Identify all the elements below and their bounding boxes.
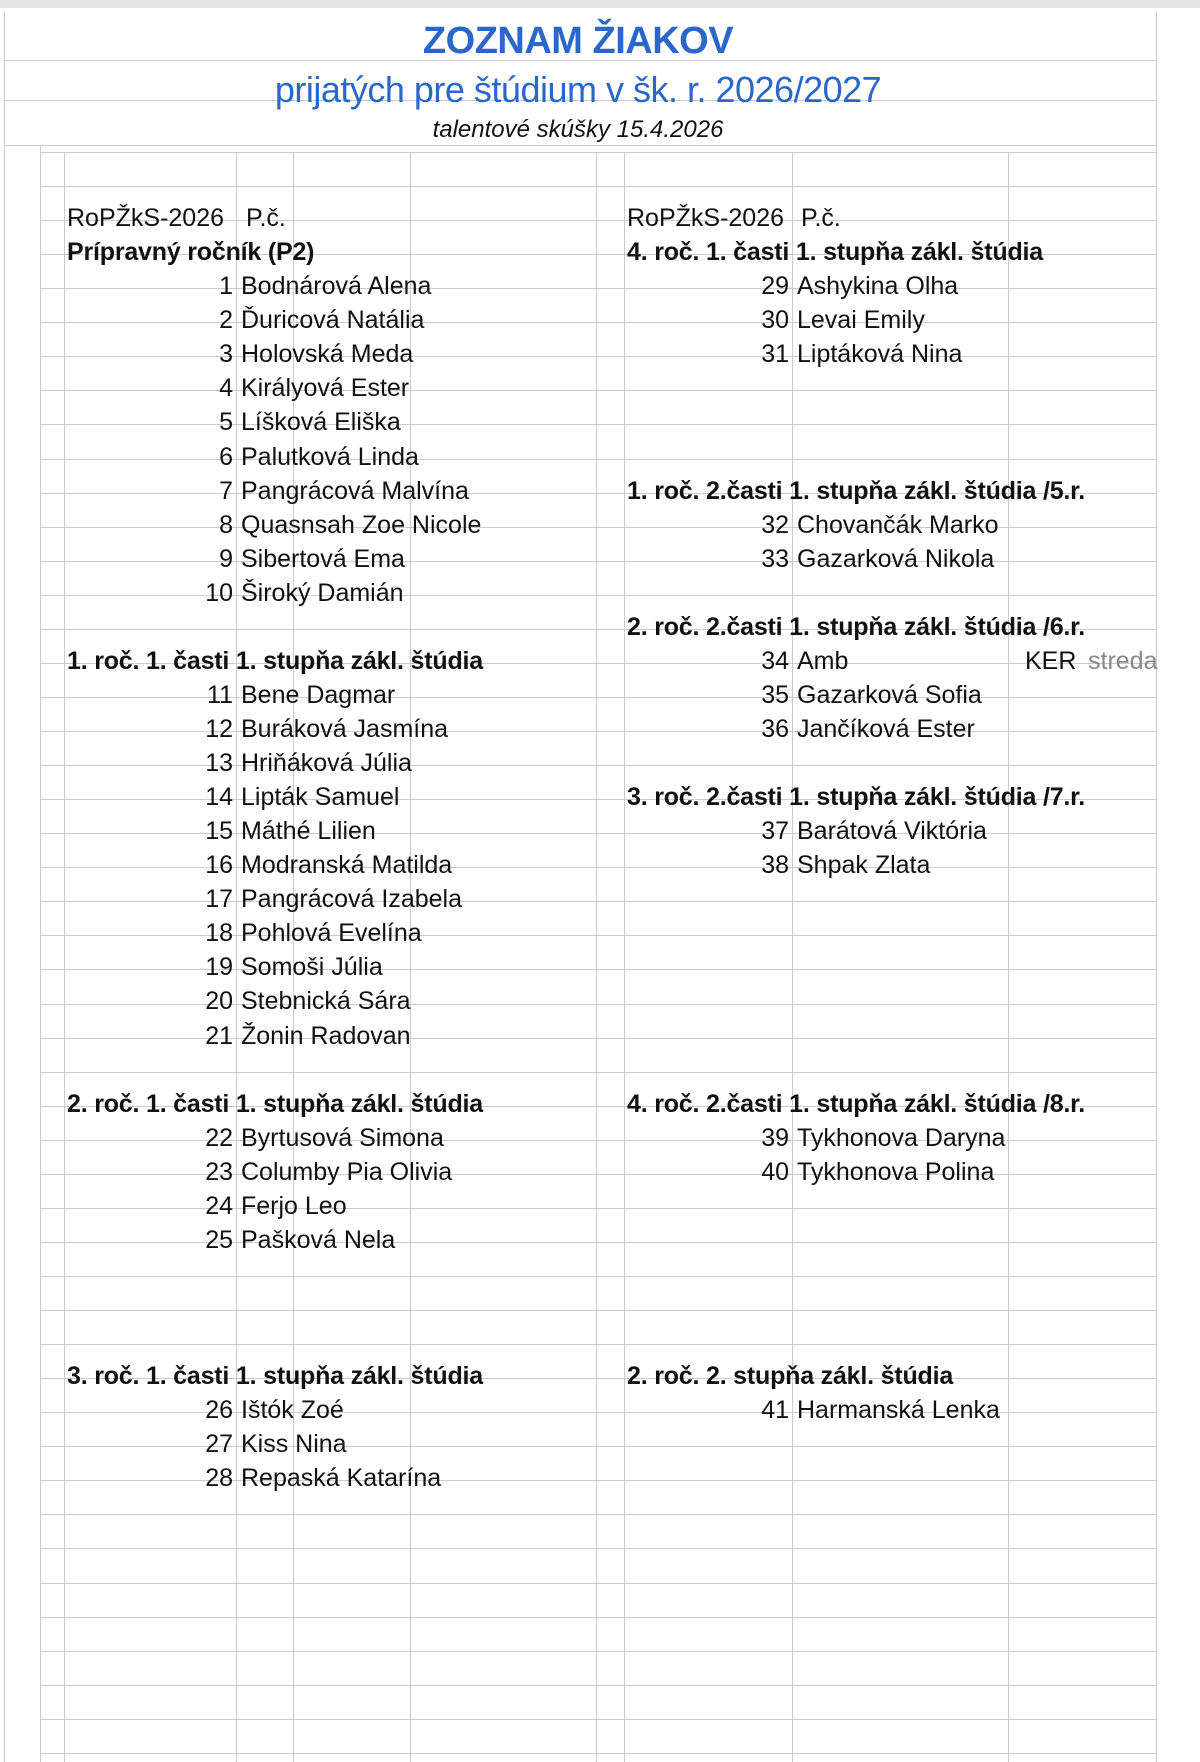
grid-line-v (236, 152, 237, 1762)
left-student-number: 15 (205, 817, 233, 845)
left-student-name: Široký Damián (241, 579, 404, 607)
right-student-name: Harmanská Lenka (797, 1396, 1000, 1424)
right-student-number: 36 (761, 715, 789, 743)
grid-line-h (40, 186, 1156, 187)
left-section-title: Prípravný ročník (P2) (67, 238, 315, 266)
left-section-title: 1. roč. 1. časti 1. stupňa zákl. štúdia (67, 647, 483, 675)
left-student-name: Pašková Nela (241, 1226, 396, 1254)
right-student-name: Levai Emily (797, 306, 925, 334)
grid-line-h (40, 152, 1156, 153)
grid-line-h (40, 1753, 1156, 1754)
grid-line-v (1008, 152, 1009, 1762)
grid-line-v (4, 12, 5, 1762)
left-student-number: 21 (205, 1022, 233, 1050)
left-student-name: Hriňáková Júlia (241, 749, 412, 777)
grid-line-v (410, 152, 411, 1762)
grid-line-v (596, 152, 597, 1762)
left-student-name: Lipták Samuel (241, 783, 400, 811)
left-student-number: 2 (219, 306, 233, 334)
left-student-number: 5 (219, 408, 233, 436)
grid-line-h (40, 1719, 1156, 1720)
left-student-number: 9 (219, 545, 233, 573)
right-student-name: Gazarková Nikola (797, 545, 995, 573)
left-student-number: 13 (205, 749, 233, 777)
left-code-header: RoPŽkS-2026 (67, 204, 225, 232)
left-student-number: 22 (205, 1124, 233, 1152)
left-pc-header: P.č. (246, 204, 286, 232)
right-student-name: Ashykina Olha (797, 272, 959, 300)
grid-line-h (40, 1548, 1156, 1549)
left-student-number: 19 (205, 953, 233, 981)
right-student-number: 40 (761, 1158, 789, 1186)
page-subtitle: prijatých pre štúdium v šk. r. 2026/2027 (274, 69, 882, 110)
right-pc-header: P.č. (801, 204, 841, 232)
left-student-number: 8 (219, 511, 233, 539)
left-student-name: Bodnárová Alena (241, 272, 432, 300)
left-student-number: 6 (219, 443, 233, 471)
left-student-name: Királyová Ester (241, 374, 410, 402)
grid-line-h (40, 1685, 1156, 1686)
left-student-number: 12 (205, 715, 233, 743)
right-section-title: 3. roč. 2.časti 1. stupňa zákl. štúdia /7.r. (627, 783, 1086, 811)
left-student-name: Quasnsah Zoe Nicole (241, 511, 482, 539)
left-student-number: 17 (205, 885, 233, 913)
left-student-name: Holovská Meda (241, 340, 414, 368)
grid-line-h (40, 1276, 1156, 1277)
right-student-number: 41 (761, 1396, 789, 1424)
left-student-number: 26 (205, 1396, 233, 1424)
grid-line-v (1156, 12, 1157, 1762)
grid-line-h (40, 1072, 1156, 1073)
grid-line-v (624, 152, 625, 1762)
grid-line-v (40, 145, 41, 1762)
left-student-name: Somoši Júlia (241, 953, 383, 981)
right-student-number: 35 (761, 681, 789, 709)
right-student-number: 39 (761, 1124, 789, 1152)
left-student-number: 1 (219, 272, 233, 300)
grid-line-h (40, 1344, 1156, 1345)
student-lesson-day: streda (1088, 647, 1158, 675)
left-student-number: 18 (205, 919, 233, 947)
left-student-name: Žonin Radovan (241, 1022, 411, 1050)
left-student-number: 11 (207, 681, 233, 709)
grid-line-h (40, 1514, 1156, 1515)
grid-line-v (792, 152, 793, 1762)
left-student-number: 20 (205, 987, 233, 1015)
right-section-title: 2. roč. 2. stupňa zákl. štúdia (627, 1362, 954, 1390)
left-student-number: 7 (219, 477, 233, 505)
left-student-name: Stebnická Sára (241, 987, 411, 1015)
left-student-name: Bene Dagmar (241, 681, 396, 709)
left-student-number: 10 (205, 579, 233, 607)
right-section-title: 1. roč. 2.časti 1. stupňa zákl. štúdia /5.r. (627, 477, 1086, 505)
left-student-number: 4 (219, 374, 233, 402)
right-student-name: Gazarková Sofia (797, 681, 982, 709)
left-student-name: Pangrácová Izabela (241, 885, 462, 913)
right-student-number: 29 (761, 272, 789, 300)
left-student-number: 24 (205, 1192, 233, 1220)
right-student-number: 37 (761, 817, 789, 845)
page-title: ZOZNAM ŽIAKOV (422, 20, 734, 62)
right-student-number: 33 (761, 545, 789, 573)
left-student-name: Columby Pia Olivia (241, 1158, 453, 1186)
right-section-title: 4. roč. 1. časti 1. stupňa zákl. štúdia (627, 238, 1043, 266)
student-class-code: KER (1025, 647, 1077, 675)
right-student-number: 38 (761, 851, 789, 879)
grid-line-v (64, 152, 65, 1762)
left-student-name: Pohlová Evelína (241, 919, 422, 947)
left-student-name: Palutková Linda (241, 443, 419, 471)
right-student-number: 31 (761, 340, 789, 368)
right-student-name: Barátová Viktória (797, 817, 987, 845)
grid-line-h (40, 1310, 1156, 1311)
left-student-name: Kiss Nina (241, 1430, 347, 1458)
left-student-name: Pangrácová Malvína (241, 477, 469, 505)
grid-line-h (4, 145, 1156, 146)
left-student-name: Ferjo Leo (241, 1192, 347, 1220)
right-student-name: Amb (797, 647, 849, 675)
right-student-name: Liptáková Nina (797, 340, 963, 368)
right-code-header: RoPŽkS-2026 (627, 204, 785, 232)
left-student-number: 14 (205, 783, 233, 811)
right-student-number: 34 (761, 647, 789, 675)
right-section-title: 2. roč. 2.časti 1. stupňa zákl. štúdia /6.r. (627, 613, 1086, 641)
left-student-number: 27 (205, 1430, 233, 1458)
right-student-number: 32 (761, 511, 789, 539)
left-section-title: 2. roč. 1. časti 1. stupňa zákl. štúdia (67, 1090, 483, 1118)
right-section-title: 4. roč. 2.časti 1. stupňa zákl. štúdia /8.r. (627, 1090, 1086, 1118)
left-student-number: 25 (205, 1226, 233, 1254)
left-student-name: Modranská Matilda (241, 851, 453, 879)
right-student-name: Tykhonova Daryna (797, 1124, 1006, 1152)
right-student-name: Chovančák Marko (797, 511, 999, 539)
right-student-name: Tykhonova Polina (797, 1158, 995, 1186)
grid-line-h (40, 1617, 1156, 1618)
left-student-number: 23 (205, 1158, 233, 1186)
left-student-name: Byrtusová Simona (241, 1124, 444, 1152)
left-student-name: Repaská Katarína (241, 1464, 442, 1492)
left-student-name: Ďuricová Natália (241, 306, 425, 334)
left-student-name: Máthé Lilien (241, 817, 376, 845)
right-student-name: Shpak Zlata (797, 851, 931, 879)
exam-date-note: talentové skúšky 15.4.2026 (432, 116, 724, 143)
left-student-name: Sibertová Ema (241, 545, 405, 573)
left-student-number: 28 (205, 1464, 233, 1492)
grid-line-h (40, 1651, 1156, 1652)
left-student-name: Ištók Zoé (241, 1396, 344, 1424)
left-student-name: Líšková Eliška (241, 408, 401, 436)
top-bar (0, 0, 1200, 8)
left-student-name: Buráková Jasmína (241, 715, 449, 743)
left-section-title: 3. roč. 1. časti 1. stupňa zákl. štúdia (67, 1362, 483, 1390)
left-student-number: 3 (219, 340, 233, 368)
right-student-number: 30 (761, 306, 789, 334)
grid-line-h (40, 1583, 1156, 1584)
right-student-name: Jančíková Ester (797, 715, 975, 743)
left-student-number: 16 (205, 851, 233, 879)
